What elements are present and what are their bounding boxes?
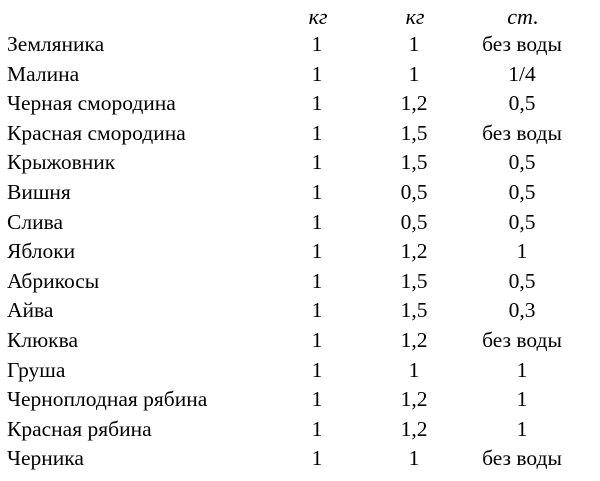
row-value-3: 1/4 <box>508 61 536 86</box>
row-value-1: 1 <box>311 446 323 471</box>
row-value-2: 0,5 <box>400 179 428 204</box>
table-row <box>0 385 600 415</box>
row-value-1: 1 <box>311 120 323 145</box>
row-value-1: 1 <box>311 298 323 323</box>
row-value-3: 0,5 <box>508 150 536 175</box>
row-name: Красная рябина <box>7 416 152 441</box>
row-value-3: без воды <box>482 327 562 352</box>
table-row <box>0 267 600 297</box>
table-row <box>0 89 600 119</box>
row-value-2: 1,2 <box>400 387 428 412</box>
row-value-1: 1 <box>311 150 323 175</box>
table-row <box>0 119 600 149</box>
row-value-2: 1 <box>408 357 420 382</box>
table-row <box>0 237 600 267</box>
table-row <box>0 356 600 386</box>
row-value-2: 1 <box>408 446 420 471</box>
row-name: Айва <box>7 298 54 323</box>
row-value-1: 1 <box>311 32 323 56</box>
column-2-unit: кг <box>405 4 425 29</box>
row-value-3: 0,5 <box>508 268 536 293</box>
row-value-1: 1 <box>311 416 323 441</box>
row-name: Вишня <box>7 179 71 204</box>
row-value-2: 1,5 <box>400 120 428 145</box>
row-value-2: 1 <box>408 32 420 56</box>
table-row <box>0 296 600 326</box>
column-1-unit: кг <box>308 4 328 29</box>
row-value-1: 1 <box>311 179 323 204</box>
row-value-3: 1 <box>516 357 528 382</box>
row-name: Клюква <box>7 327 78 352</box>
row-value-2: 1 <box>408 61 420 86</box>
table-row <box>0 60 600 90</box>
table-row <box>0 415 600 445</box>
row-value-2: 1,5 <box>400 298 428 323</box>
row-name: Яблоки <box>7 239 76 264</box>
row-value-3: 0,5 <box>508 209 536 234</box>
row-value-3: 1 <box>516 387 528 412</box>
row-name: Земляника <box>7 32 105 56</box>
row-value-1: 1 <box>311 91 323 116</box>
row-value-1: 1 <box>311 327 323 352</box>
row-value-2: 1,2 <box>400 327 428 352</box>
row-value-1: 1 <box>311 387 323 412</box>
table-row <box>0 148 600 178</box>
row-value-1: 1 <box>311 61 323 86</box>
row-value-3: 1 <box>516 239 528 264</box>
table-row <box>0 30 600 60</box>
row-value-2: 1,5 <box>400 268 428 293</box>
row-value-3: 1 <box>516 416 528 441</box>
row-value-1: 1 <box>311 239 323 264</box>
row-name: Черная смородина <box>7 91 176 116</box>
row-name: Абрикосы <box>7 268 100 293</box>
row-value-2: 1,2 <box>400 91 428 116</box>
row-name: Черноплодная рябина <box>7 387 208 412</box>
unit-header-row <box>0 4 600 30</box>
row-name: Слива <box>7 209 63 234</box>
row-name: Красная смородина <box>7 120 186 145</box>
row-value-2: 1,2 <box>400 239 428 264</box>
table-row <box>0 444 600 474</box>
row-value-1: 1 <box>311 357 323 382</box>
row-name: Крыжовник <box>7 150 116 175</box>
table-row <box>0 208 600 238</box>
row-value-1: 1 <box>311 268 323 293</box>
row-name: Груша <box>7 357 66 382</box>
row-value-3: 0,5 <box>508 91 536 116</box>
row-value-3: без воды <box>482 446 562 471</box>
row-value-3: 0,3 <box>508 298 536 323</box>
row-value-2: 1,5 <box>400 150 428 175</box>
row-value-3: без воды <box>482 120 562 145</box>
row-value-1: 1 <box>311 209 323 234</box>
column-3-unit: ст. <box>507 4 539 29</box>
row-value-3: без воды <box>482 32 562 56</box>
row-name: Малина <box>7 61 80 86</box>
ingredient-table <box>0 30 600 474</box>
row-value-2: 1,2 <box>400 416 428 441</box>
table-row <box>0 326 600 356</box>
row-name: Черника <box>7 446 84 471</box>
table-row <box>0 178 600 208</box>
row-value-2: 0,5 <box>400 209 428 234</box>
row-value-3: 0,5 <box>508 179 536 204</box>
